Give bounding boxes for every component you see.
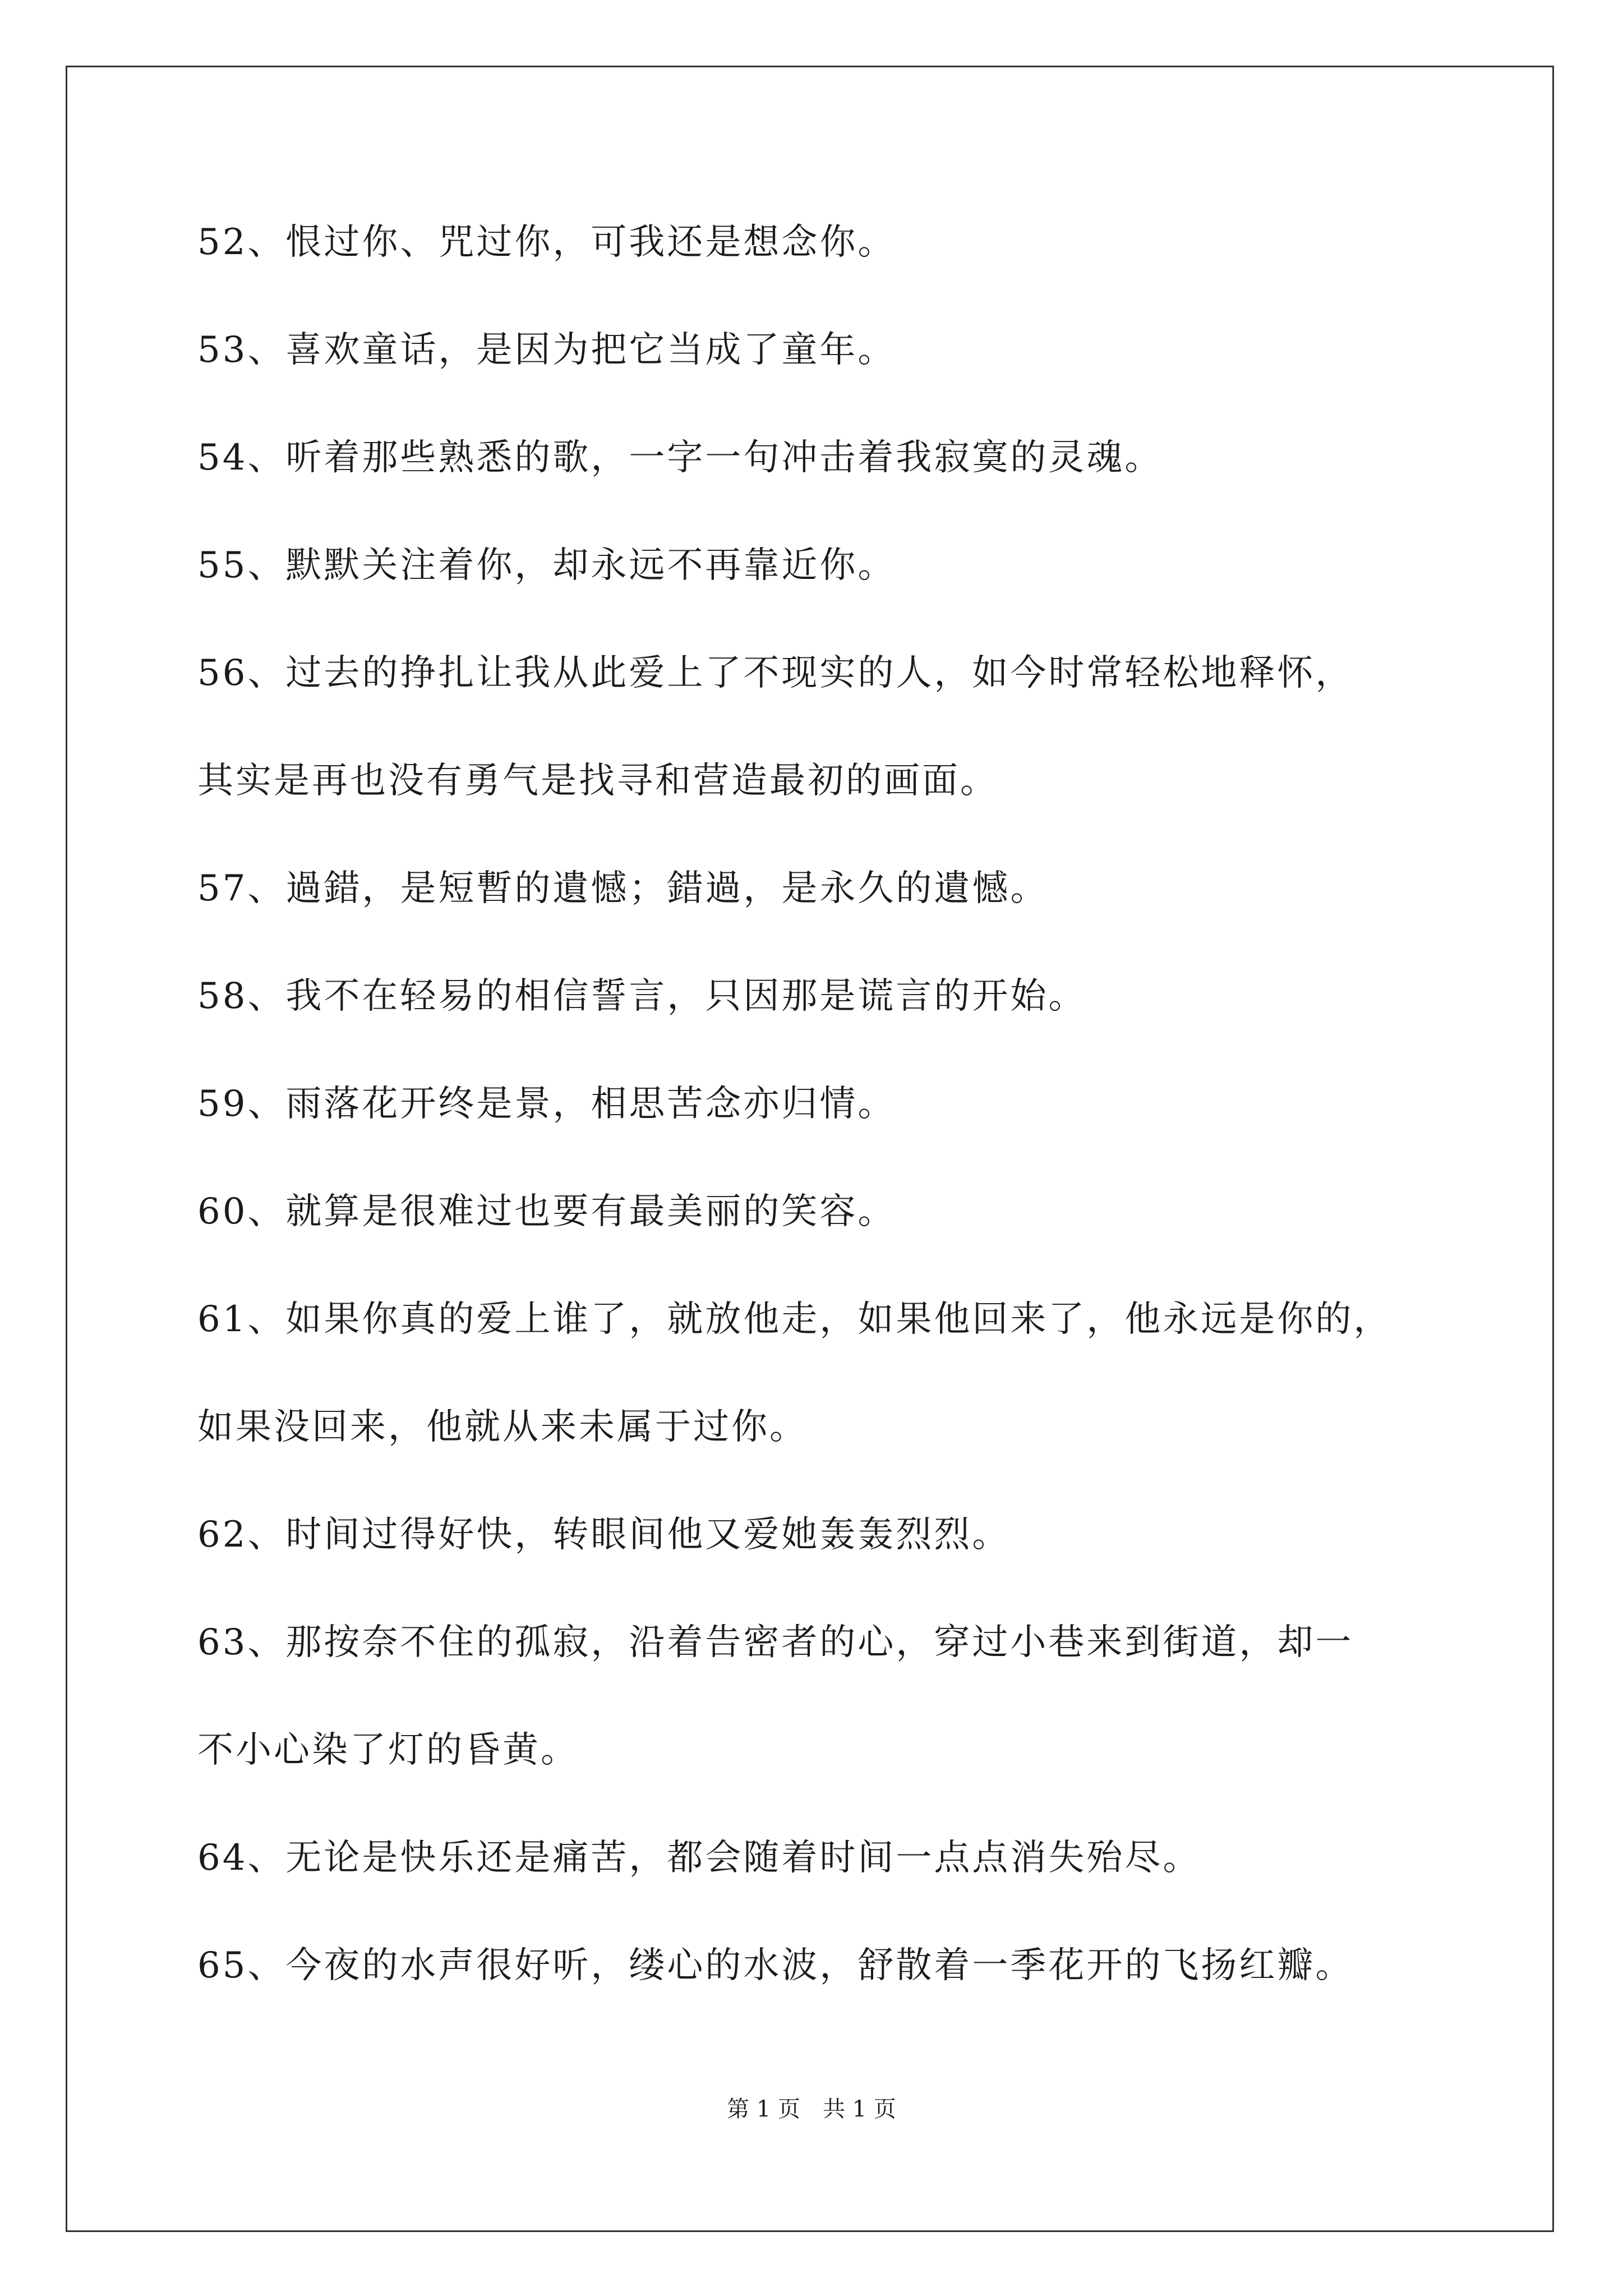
text-line-58: 58、我不在轻易的相信誓言，只因那是谎言的开始。 [197, 976, 1087, 1017]
page-number: 第 1 页 共 1 页 [727, 2096, 896, 2122]
text-line-62: 62、时间过得好快，转眼间他又爱她轰轰烈烈。 [197, 1514, 1011, 1556]
text-line-65: 65、今夜的水声很好听，缕心的水波，舒散着一季花开的飞扬红瓣。 [197, 1945, 1354, 1986]
text-line-61-continued: 如果没回来，他就从来未属于过你。 [197, 1406, 808, 1448]
text-line-52: 52、恨过你、咒过你，可我还是想念你。 [197, 222, 896, 263]
text-line-55: 55、默默关注着你，却永远不再靠近你。 [197, 545, 896, 586]
text-line-59: 59、雨落花开终是景，相思苦念亦归情。 [197, 1083, 896, 1125]
text-line-63-continued: 不小心染了灯的昏黄。 [197, 1729, 579, 1771]
text-line-56-continued: 其实是再也没有勇气是找寻和营造最初的画面。 [197, 760, 998, 802]
text-line-60: 60、就算是很难过也要有最美丽的笑容。 [197, 1191, 896, 1232]
text-line-61: 61、如果你真的爱上谁了，就放他走，如果他回来了，他永远是你的， [197, 1299, 1392, 1340]
text-line-64: 64、无论是快乐还是痛苦，都会随着时间一点点消失殆尽。 [197, 1837, 1201, 1879]
document-body [197, 215, 1482, 2046]
text-line-56: 56、过去的挣扎让我从此爱上了不现实的人，如今时常轻松地释怀， [197, 652, 1354, 694]
text-line-57: 57、過錯，是短暫的遺憾；錯過，是永久的遺憾。 [197, 868, 1049, 909]
text-line-54: 54、听着那些熟悉的歌，一字一句冲击着我寂寞的灵魂。 [197, 437, 1163, 478]
text-line-53: 53、喜欢童话，是因为把它当成了童年。 [197, 329, 896, 371]
text-line-63: 63、那按奈不住的孤寂，沿着告密者的心，穿过小巷来到街道，却一 [197, 1622, 1354, 1663]
